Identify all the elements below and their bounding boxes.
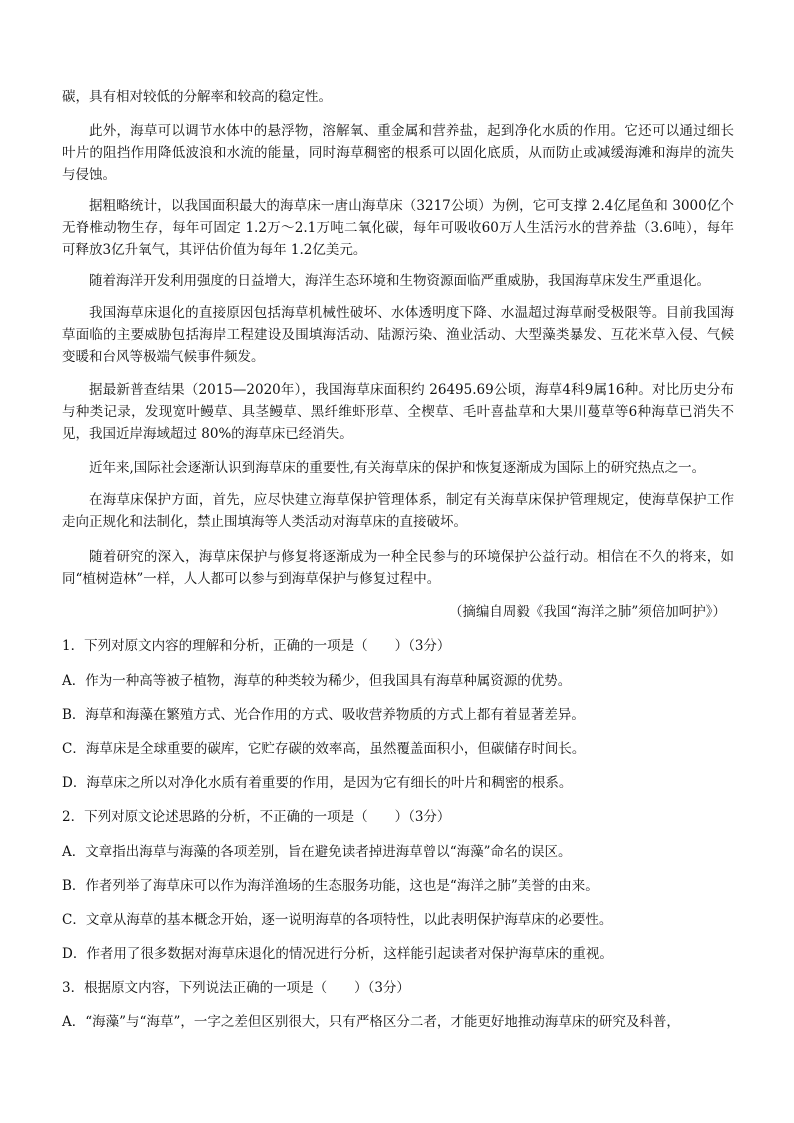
question-1-option-d: D．海草床之所以对净化水质有着重要的作用，是因为它有细长的叶片和稠密的根系。 xyxy=(62,775,573,791)
question-3-option-a: A．“海藻”与“海草”，一字之差但区别很大，只有严格区分二者，才能更好地推动海草床的研究及科普， xyxy=(62,1014,680,1030)
paragraph-4: 我国海草床退化的直接原因包括海草机械性破坏、水体透明度下降、水温超过海草耐受极限等。目前我国海草面临的主要威胁包括海岸工程建设及围填海活动、陆源污染、渔业活动、大型藻类暴发、互花米草入侵、气候变暖和台风等极端气候事件频发。 xyxy=(62,305,734,365)
question-2-option-a: A．文章指出海草与海藻的各项差别，旨在避免读者掉进海草曾以“海藻”命名的误区。 xyxy=(62,844,572,860)
question-1-option-a: A．作为一种高等被子植物，海草的种类较为稀少，但我国具有海草种属资源的优势。 xyxy=(62,673,572,689)
paragraph-5: 据最新普查结果（2015—2020年），我国海草床面积约 26495.69公顷，海草4科9属16种。对比历史分布与种类记录，发现宽叶鳗草、具茎鳗草、黑纤维虾形草、全楔草、毛叶喜盐草和大果川蔓草等6种海草已消失不见，我国近岸海域超过 80%的海草床已经消失。 xyxy=(62,382,734,442)
question-1-option-c: C．海草床是全球重要的碳库，它贮存碳的效率高，虽然覆盖面积小，但碳储存时间长。 xyxy=(62,741,586,757)
question-2-option-d: D．作者用了很多数据对海草床退化的情况进行分析，这样能引起读者对保护海草床的重视。 xyxy=(62,946,613,962)
paragraph-7: 在海草床保护方面，首先，应尽快建立海草保护管理体系，制定有关海草床保护管理规定，使海草保护工作走向正规化和法制化，禁止围填海等人类活动对海草床的直接破坏。 xyxy=(62,492,734,530)
paragraph-2: 据粗略统计，以我国面积最大的海草床一唐山海草床（3217公顷）为例，它可支撑 2.4亿尾鱼和 3000亿个无脊椎动物生存，每年可固定 1.2万～2.1万吨二氧化碳，每年可吸收60万人生活污水的营养盐（3.6吨），每年可释放3亿升氧气，其评估价值为每年 1.2亿美元。 xyxy=(62,198,734,258)
paragraph-0: 碳，具有相对较低的分解率和较高的稳定性。 xyxy=(62,89,332,105)
question-2-option-b: B．作者列举了海草床可以作为海洋渔场的生态服务功能，这也是“海洋之肺”美誉的由来。 xyxy=(62,878,599,894)
question-1-option-b: B．海草和海藻在繁殖方式、光合作用的方式、吸收营养物质的方式上都有着显著差异。 xyxy=(62,707,585,723)
paragraph-8: 随着研究的深入，海草床保护与修复将逐渐成为一种全民参与的环境保护公益行动。相信在不久的将来，如同“植树造林”一样，人人都可以参与到海草保护与修复过程中。 xyxy=(62,549,734,587)
paragraph-6: 近年来,国际社会逐渐认识到海草床的重要性,有关海草床的保护和恢复逐渐成为国际上的研究热点之一。 xyxy=(89,460,706,476)
question-3-stem: 3．根据原文内容，下列说法正确的一项是（ ）（3分） xyxy=(62,980,410,996)
paragraph-3: 随着海洋开发利用强度的日益增大，海洋生态环境和生物资源面临严重威胁，我国海草床发生严重退化。 xyxy=(89,273,710,289)
source-citation: （摘编自周毅《我国“海洋之肺”须倍加呵护》） xyxy=(448,604,726,620)
question-2-stem: 2．下列对原文论述思路的分析，不正确的一项是（ ）（3分） xyxy=(62,809,451,825)
question-1-stem: 1．下列对原文内容的理解和分析，正确的一项是（ ）（3分） xyxy=(62,638,451,654)
paragraph-1: 此外，海草可以调节水体中的悬浮物，溶解氧、重金属和营养盐，起到净化水质的作用。它还可以通过细长叶片的阻挡作用降低波浪和水流的能量，同时海草稠密的根系可以固化底质，从而防止或减缓海滩和海岸的流失与侵蚀。 xyxy=(62,123,734,183)
question-2-option-c: C．文章从海草的基本概念开始，逐一说明海草的各项特性，以此表明保护海草床的必要性。 xyxy=(62,912,613,928)
